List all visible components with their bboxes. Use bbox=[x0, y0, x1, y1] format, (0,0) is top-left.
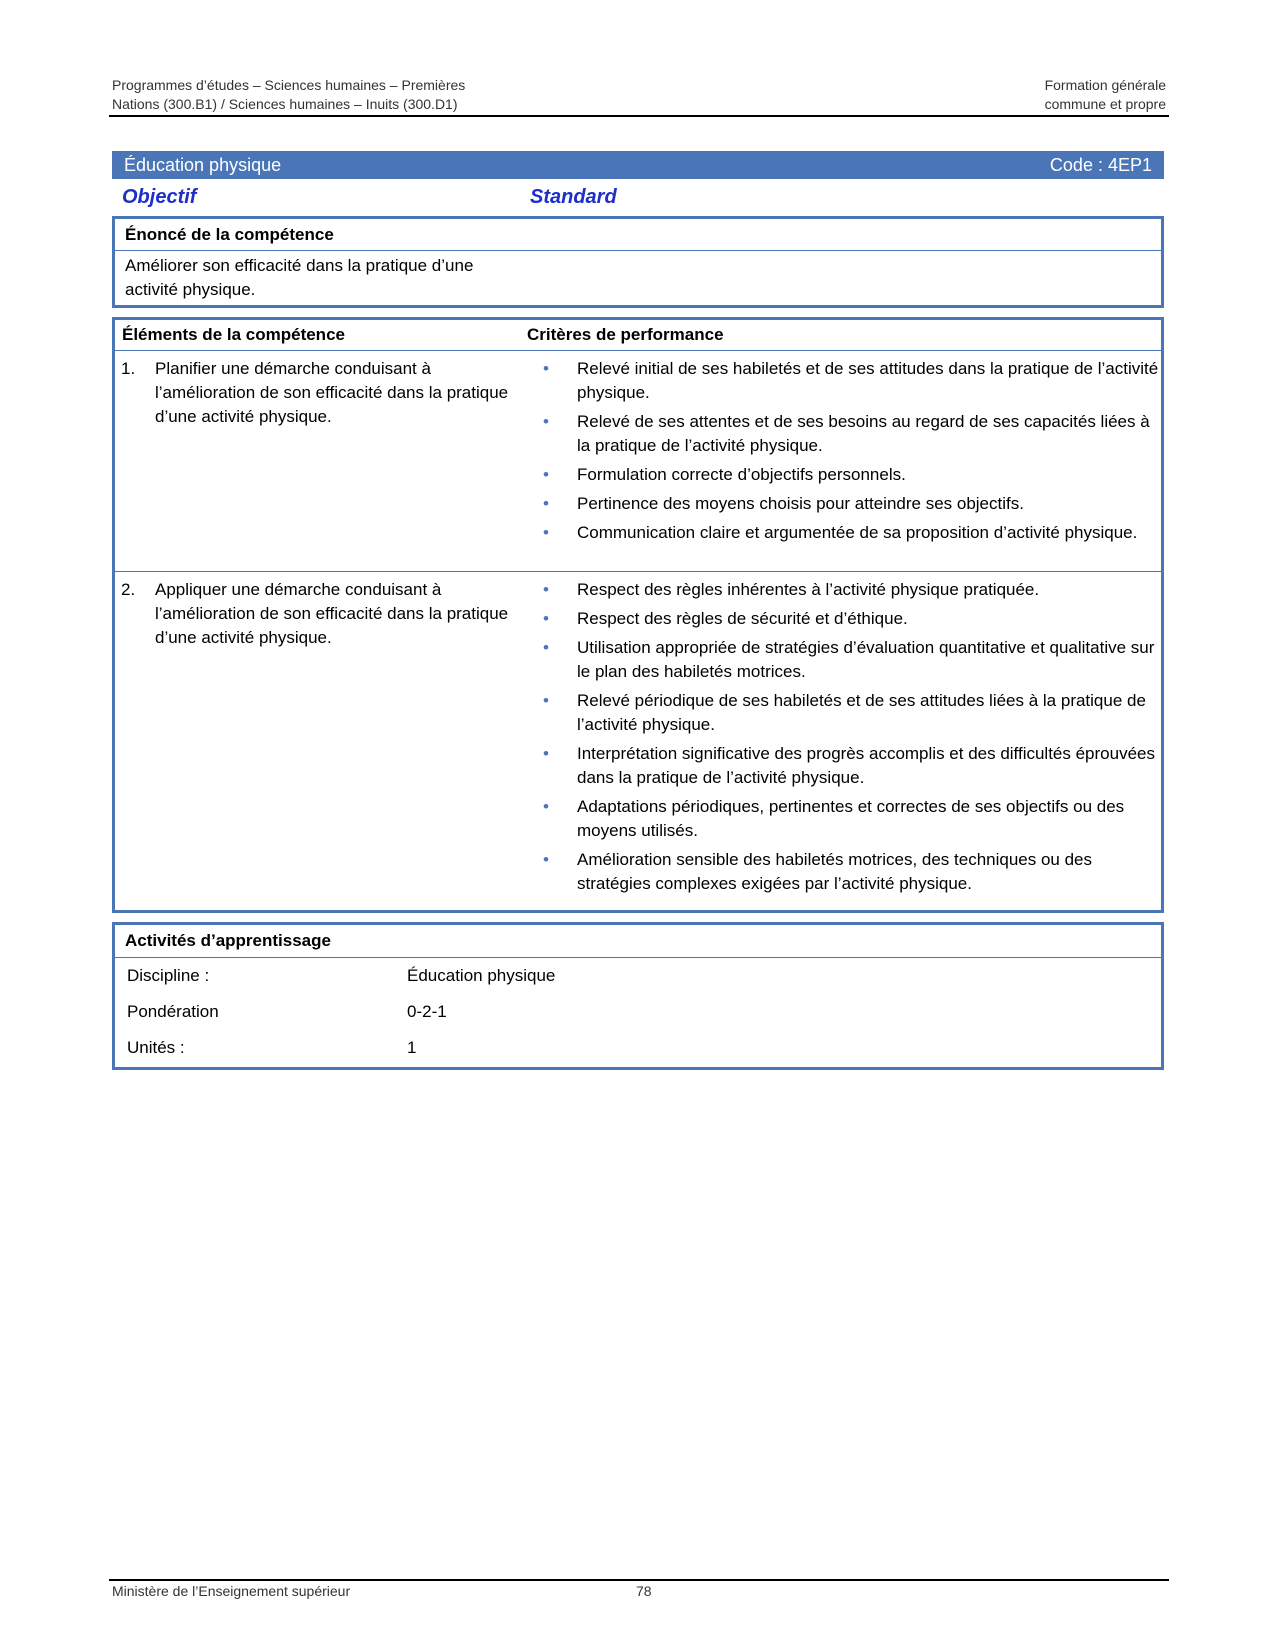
enonce-title: Énoncé de la compétence bbox=[115, 219, 1161, 251]
discipline-row bbox=[115, 958, 1161, 994]
table-row bbox=[115, 351, 1161, 572]
discipline-label: Discipline : bbox=[127, 966, 210, 985]
page-footer bbox=[112, 1583, 1166, 1599]
bullet-icon: • bbox=[543, 580, 549, 599]
criteria-list bbox=[543, 351, 1161, 545]
criteria-list bbox=[543, 572, 1161, 896]
unites-row bbox=[115, 1030, 1161, 1066]
list-item: • Relevé initial de ses habiletés et de ses attitudes dans la pratique de l’activité physique. bbox=[543, 359, 1159, 402]
list-item: • Adaptations périodiques, pertinentes et correctes de ses objectifs ou des moyens utilisés. bbox=[543, 797, 1125, 840]
ponderation-row bbox=[115, 994, 1161, 1030]
competence-table-header bbox=[115, 320, 1161, 351]
list-item: • Formulation correcte d’objectifs personnels. bbox=[543, 463, 1167, 487]
list-item: • Relevé de ses attentes et de ses besoins au regard de ses capacités liées à la pratique de l’activité physique. bbox=[543, 412, 1150, 455]
enonce-text: Améliorer son efficacité dans la pratique d’une activité physique. bbox=[125, 256, 474, 299]
list-item: • Respect des règles inhérentes à l’activité physique pratiquée. bbox=[543, 578, 1167, 602]
bullet-icon: • bbox=[543, 494, 549, 513]
standard-label: Standard bbox=[530, 186, 617, 208]
bullet-icon: • bbox=[543, 797, 549, 816]
list-item: • Respect des règles de sécurité et d’éthique. bbox=[543, 607, 1167, 631]
elements-column-header: Éléments de la compétence bbox=[122, 325, 345, 344]
element-cell bbox=[121, 357, 511, 429]
course-title-bar bbox=[112, 151, 1164, 179]
element-text: Appliquer une démarche conduisant à l’amélioration de son efficacité dans la pratique d’une activité physique. bbox=[155, 580, 509, 647]
discipline-value: Éducation physique bbox=[407, 966, 556, 985]
bullet-icon: • bbox=[543, 638, 549, 657]
list-item: • Pertinence des moyens choisis pour atteindre ses objectifs. bbox=[543, 492, 1167, 516]
objectif-label: Objectif bbox=[122, 186, 197, 208]
footer-rule bbox=[109, 1579, 1169, 1581]
objectif-standard-row bbox=[112, 182, 1164, 212]
table-row bbox=[115, 572, 1161, 910]
activities-box bbox=[112, 922, 1164, 1070]
bullet-icon: • bbox=[543, 359, 549, 378]
unites-value: 1 bbox=[407, 1038, 417, 1057]
enonce-box bbox=[112, 216, 1164, 308]
bullet-icon: • bbox=[543, 850, 549, 869]
footer-ministry: Ministère de l’Enseignement supérieur bbox=[112, 1583, 351, 1599]
page-header bbox=[112, 76, 1166, 114]
list-item: • Relevé périodique de ses habiletés et de ses attitudes liées à la pratique de l’activité physique. bbox=[543, 691, 1146, 734]
header-rule bbox=[109, 115, 1169, 117]
header-right-line2: commune et propre bbox=[1044, 96, 1166, 112]
bullet-icon: • bbox=[543, 744, 549, 763]
competence-table bbox=[112, 317, 1164, 913]
list-item: • Amélioration sensible des habiletés motrices, des techniques ou des stratégies complexes exigées par l’activité physique. bbox=[543, 850, 1093, 893]
bullet-icon: • bbox=[543, 465, 549, 484]
bullet-icon: • bbox=[543, 609, 549, 628]
header-left-line1: Programmes d’études – Sciences humaines – Premières bbox=[112, 77, 466, 93]
course-subject: Éducation physique bbox=[124, 154, 282, 175]
element-cell bbox=[121, 578, 511, 650]
element-text: Planifier une démarche conduisant à l’amélioration de son efficacité dans la pratique d’une activité physique. bbox=[155, 359, 509, 426]
element-number: 2. bbox=[121, 580, 136, 599]
list-item: • Communication claire et argumentée de sa proposition d’activité physique. bbox=[543, 521, 1167, 545]
element-number: 1. bbox=[121, 359, 136, 378]
bullet-icon: • bbox=[543, 523, 549, 542]
course-code: Code : 4EP1 bbox=[1049, 154, 1152, 175]
bullet-icon: • bbox=[543, 412, 549, 431]
ponderation-value: 0-2-1 bbox=[407, 1002, 447, 1021]
list-item: • Interprétation significative des progrès accomplis et des difficultés éprouvées dans la pratique de l’activité physique. bbox=[543, 744, 1155, 787]
list-item: • Utilisation appropriée de stratégies d’évaluation quantitative et qualitative sur le plan des habiletés motrices. bbox=[543, 638, 1155, 681]
criteres-column-header: Critères de performance bbox=[527, 325, 724, 344]
page-number: 78 bbox=[636, 1583, 652, 1599]
activities-title: Activités d’apprentissage bbox=[115, 925, 1161, 958]
header-left-line2: Nations (300.B1) / Sciences humaines – Inuits (300.D1) bbox=[112, 96, 458, 112]
unites-label: Unités : bbox=[127, 1038, 185, 1057]
ponderation-label: Pondération bbox=[127, 1002, 219, 1021]
bullet-icon: • bbox=[543, 691, 549, 710]
header-right-line1: Formation générale bbox=[1044, 77, 1166, 93]
